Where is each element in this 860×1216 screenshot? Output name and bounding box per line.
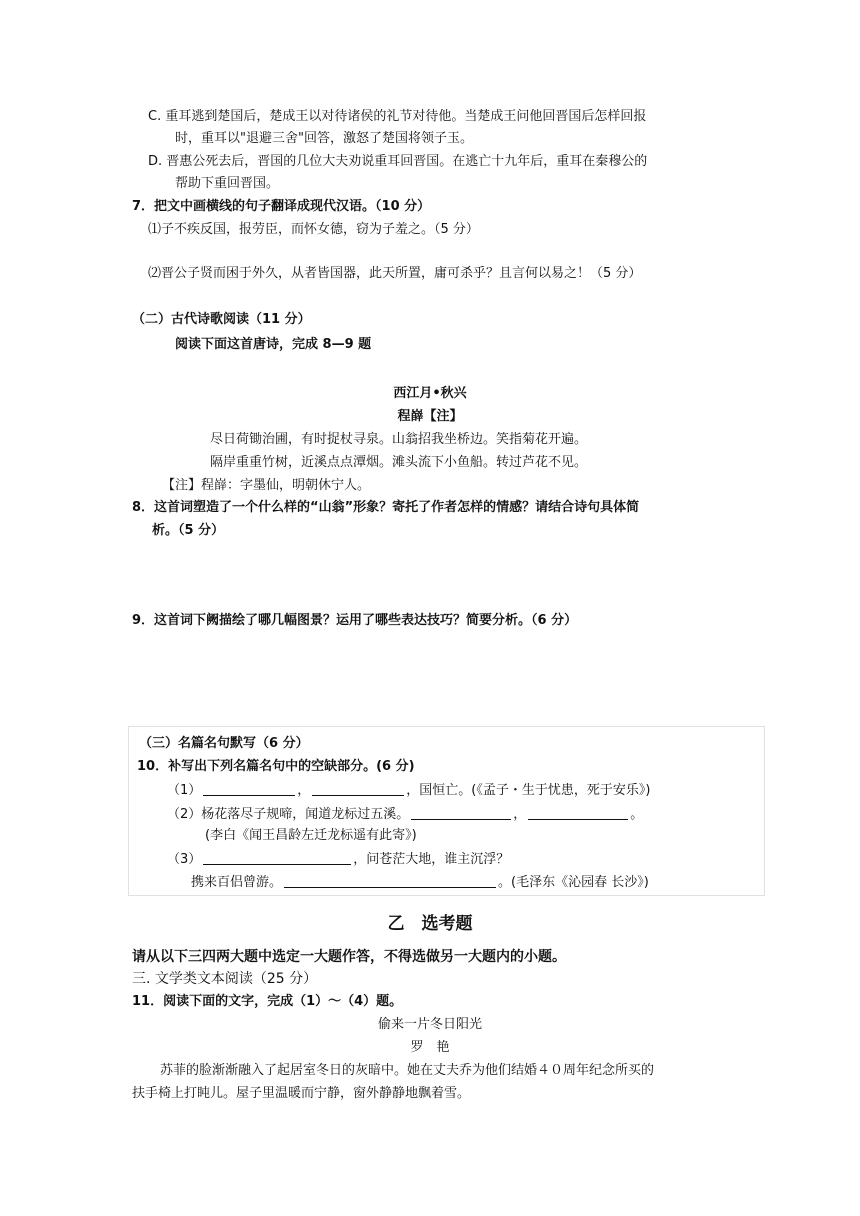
option-c-line2: 时，重耳以"退避三舍"回答，激怒了楚国将领子玉。 [175,131,473,146]
item-1-comma: ， [297,783,311,798]
item-1-tail: ，国恒亡。(《孟子・生于忧患，死于安乐》) [406,783,651,798]
question-7-title: 7．把文中画横线的句子翻译成现代汉语。（10 分） [132,199,431,214]
option-d-line1: D. 晋惠公死去后，晋国的几位大夫劝说重耳回晋国。在逃亡十九年后，重耳在秦穆公的 [148,154,648,169]
story-paragraph-line1: 苏菲的脸渐渐融入了起居室冬日的灰暗中。她在丈夫乔为他们结婚４０周年纪念所买的 [160,1063,655,1078]
part-b-title: 乙 选考题 [387,914,473,934]
question-7-sentence-1: ⑴子不疾反国，报劳臣，而怀女德，窃为子羞之。（5 分） [148,222,479,237]
item-3-blank-2[interactable] [284,873,496,888]
item-2-source: (李白《闻王昌龄左迁龙标遥有此寄》) [205,828,417,843]
question-10-title: 10．补写出下列名篇名句中的空缺部分。(6 分) [137,759,415,774]
recitation-item-2 [167,805,643,824]
item-3-tail: ，问苍茫大地，谁主沉浮？ [353,852,510,867]
recitation-item-3-line2 [191,873,649,892]
recitation-item-1 [167,781,650,800]
item-3-number: （3） [167,852,202,867]
item-2-head: （2）杨花落尽子规啼，闻道龙标过五溪。 [167,807,410,822]
story-author: 罗 艳 [410,1040,450,1055]
poem-line-2: 隔岸重重竹树，近溪点点潭烟。滩头流下小鱼船。转过芦花不见。 [210,455,588,470]
question-11: 11．阅读下面的文字，完成（1）～（4）题。 [132,994,403,1009]
item-1-number: （1） [167,783,202,798]
question-8-line1: 8．这首词塑造了一个什么样的“山翁”形象？寄托了作者怎样的情感？请结合诗句具体简 [132,500,640,515]
option-c-line1: C. 重耳逃到楚国后，楚成王以对待诸侯的礼节对待他。当楚成王问他回晋国后怎样回报 [148,109,647,124]
section-three-heading: 三. 文学类文本阅读（25 分） [132,971,318,987]
story-title: 偷来一片冬日阳光 [377,1017,482,1032]
recitation-item-3 [167,850,509,869]
item-1-blank-2[interactable] [312,781,404,796]
item-3-blank-1[interactable] [203,850,351,865]
section-2-heading: （二）古代诗歌阅读（11 分） [132,312,311,327]
item-2-comma: ， [513,807,527,822]
part-b-instruction: 请从以下三四两大题中选定一大题作答，不得选做另一大题内的小题。 [132,949,566,965]
option-d-line2: 帮助下重回晋国。 [175,176,280,191]
question-9: 9．这首词下阙描绘了哪几幅图景？运用了哪些表达技巧？简要分析。（6 分） [132,613,578,628]
item-3-line2-head: 携来百侣曾游。 [191,875,283,890]
story-paragraph-line2: 扶手椅上打盹儿。屋子里温暖而宁静，窗外静静地飘着雪。 [132,1086,471,1101]
section-3-heading: （三）名篇名句默写（6 分） [139,736,309,751]
poem-line-1: 尽日荷锄治圃，有时捉杖寻泉。山翁招我坐桥边。笑指菊花开遍。 [210,432,588,447]
poem-note: 【注】程嶭：字墨仙，明朝休宁人。 [162,478,371,493]
question-8-line2: 析。（5 分） [152,523,225,538]
poem-title: 西江月•秋兴 [393,386,467,401]
item-2-end: 。 [630,807,644,822]
item-3-line2-tail: 。(毛泽东《沁园春 长沙》) [498,875,649,890]
item-1-blank-1[interactable] [203,781,295,796]
question-7-sentence-2: ⑵晋公子贤而困于外久，从者皆国器，此天所置，庸可杀乎？且言何以易之！（5 分） [148,266,642,281]
poem-author: 程嶭【注】 [397,409,463,424]
recitation-section-box [128,726,765,896]
item-2-blank-1[interactable] [411,805,511,820]
item-2-blank-2[interactable] [528,805,628,820]
section-2-instruction: 阅读下面这首唐诗，完成 8—9 题 [175,337,372,352]
